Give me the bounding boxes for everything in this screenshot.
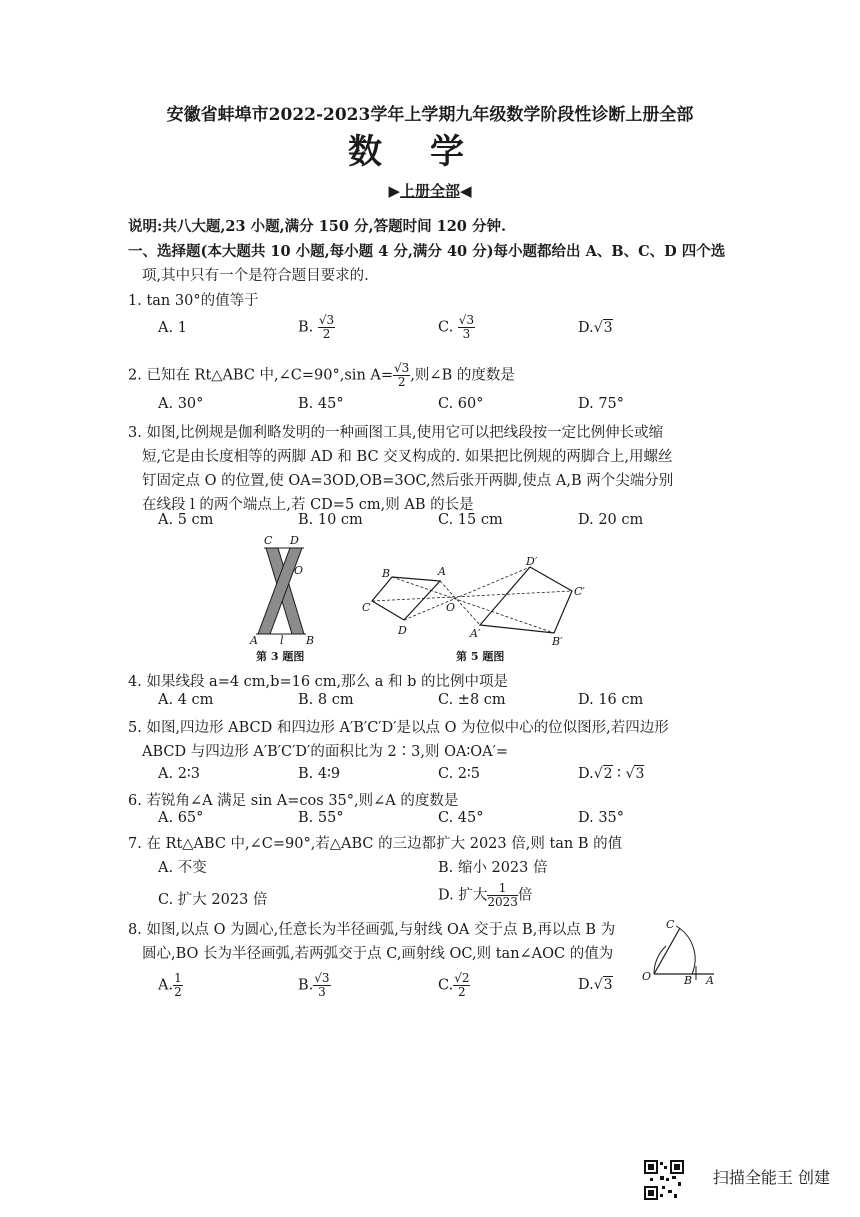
fig3-label-d: D xyxy=(290,534,299,547)
q1-b-fraction: $\frac{√3}{2}$ xyxy=(318,313,335,341)
q2-option-d: D. 75° xyxy=(578,396,625,412)
fig8-label-a: A xyxy=(706,974,714,987)
q1-option-b-label: B. xyxy=(298,319,314,336)
fig8-label-c: C xyxy=(666,918,675,931)
q4-option-a: A. 4 cm xyxy=(158,692,214,708)
scope-text: 上册全部 xyxy=(399,182,460,200)
q7-d-den: 2023 xyxy=(487,895,518,909)
q8-a-fraction xyxy=(173,972,183,999)
q8-option-c xyxy=(438,972,470,999)
section1-line1: 一、选择题(本大题共 10 小题,每小题 4 分,满分 40 分)每小题都给出 A、B、C、D 四个选 xyxy=(128,243,726,260)
q5-option-b: B. 4∶9 xyxy=(298,766,341,782)
q8-option-b-label: B. xyxy=(298,977,314,994)
q5-option-d: D.√2 ∶ √3 xyxy=(578,766,645,782)
fig5-label-a: A xyxy=(438,565,446,578)
fig5-caption: 第 5 题图 xyxy=(456,650,505,663)
q5-d-rad2: 3 xyxy=(635,766,645,782)
q3-option-c: C. 15 cm xyxy=(438,512,503,528)
q2-den: 2 xyxy=(397,375,406,389)
q5-line1: 5. 如图,四边形 ABCD 和四边形 A′B′C′D′是以点 O 为位似中心的位似图形,若四边形 xyxy=(128,720,669,736)
q8-b-num: 3 xyxy=(321,971,330,985)
qr-code-icon xyxy=(644,1160,684,1200)
fig5-label-b: B xyxy=(382,567,391,580)
figure-8-construction xyxy=(640,918,720,988)
fig5-ray-c xyxy=(372,591,572,601)
q5-option-d-label: D. xyxy=(578,766,594,782)
q8-option-c-label: C. xyxy=(438,977,454,994)
q1-option-c xyxy=(438,314,475,341)
q8-c-num: 2 xyxy=(461,971,470,985)
fig5-label-d-prime: D′ xyxy=(526,555,538,568)
q1-c-den: 3 xyxy=(462,327,471,341)
q5-option-c: C. 2∶5 xyxy=(438,766,481,782)
fig8-label-o: O xyxy=(642,970,652,983)
q3-option-b: B. 10 cm xyxy=(298,512,363,528)
q7-stem: 7. 在 Rt△ABC 中,∠C=90°,若△ABC 的三边都扩大 2023 倍,则 tan B 的值 xyxy=(128,836,623,852)
exam-header: 安徽省蚌埠市2022-2023学年上学期九年级数学阶段性诊断上册全部 xyxy=(166,105,694,125)
q3-line2: 短,它是由长度相等的两脚 AD 和 BC 交叉构成的. 如果把比例规的两脚合上,用螺丝 xyxy=(142,449,673,465)
q6-option-d: D. 35° xyxy=(578,810,625,826)
fig5-label-c-prime: C′ xyxy=(574,585,585,598)
q8-line2: 圆心,BO 长为半径画弧,若两弧交于点 C,画射线 OC,则 tan∠AOC 的值为 xyxy=(142,946,614,962)
q7-option-b: B. 缩小 2023 倍 xyxy=(438,860,548,876)
fig5-label-d: D xyxy=(398,624,407,637)
q2-option-b: B. 45° xyxy=(298,396,344,412)
q8-option-b xyxy=(298,972,331,999)
q8-a-den: 2 xyxy=(174,985,182,999)
q8-line1: 8. 如图,以点 O 为圆心,任意长为半径画弧,与射线 OA 交于点 B,再以点 B 为 xyxy=(128,922,616,938)
fig3-label-o: O xyxy=(294,564,304,577)
q1-b-num: 3 xyxy=(326,313,335,327)
q6-option-c: C. 45° xyxy=(438,810,484,826)
q8-d-rad: 3 xyxy=(603,977,613,993)
q8-option-a-label: A. xyxy=(158,977,174,994)
fig3-caption: 第 3 题图 xyxy=(256,650,305,663)
q1-option-a: A. 1 xyxy=(158,320,187,336)
fig8-label-b: B xyxy=(684,974,693,987)
fig8-arc-o xyxy=(676,926,695,974)
q8-b-fraction: $\frac{√3}{3}$ xyxy=(314,971,330,999)
q6-stem: 6. 若锐角∠A 满足 sin A=cos 35°,则∠A 的度数是 xyxy=(128,793,459,809)
q4-option-b: B. 8 cm xyxy=(298,692,354,708)
q4-stem: 4. 如果线段 a=4 cm,b=16 cm,那么 a 和 b 的比例中项是 xyxy=(128,674,508,690)
q1-c-fraction: $\frac{√3}{3}$ xyxy=(458,313,475,341)
q8-c-fraction: $\frac{√2}{2}$ xyxy=(454,971,470,999)
q2-stem xyxy=(128,362,515,389)
q1-stem: 1. tan 30°的值等于 xyxy=(128,293,259,309)
fig3-label-c: C xyxy=(264,534,273,547)
fig5-label-c: C xyxy=(362,601,371,614)
q8-b-den: 3 xyxy=(318,985,326,999)
fig5-ray-d xyxy=(404,567,530,620)
fig5-ray-b xyxy=(392,577,554,633)
scanner-watermark: 扫描全能王 创建 xyxy=(712,1168,830,1187)
q6-option-b: B. 55° xyxy=(298,810,344,826)
q8-a-num: 1 xyxy=(174,971,182,985)
q7-option-d xyxy=(438,882,532,909)
q1-b-den: 2 xyxy=(322,327,331,341)
q1-option-c-label: C. xyxy=(438,319,454,336)
q6-option-a: A. 65° xyxy=(158,810,204,826)
q1-option-d-label: D. xyxy=(578,320,594,336)
q3-option-d: D. 20 cm xyxy=(578,512,644,528)
q2-num: 3 xyxy=(401,361,410,375)
q5-option-a: A. 2∶3 xyxy=(158,766,200,782)
instructions: 说明:共八大题,23 小题,满分 150 分,答题时间 120 分钟. xyxy=(128,218,506,235)
subject-title: 数学 xyxy=(348,132,512,172)
fig5-label-o: O xyxy=(446,601,456,614)
fig3-label-a: A xyxy=(250,634,258,647)
fig3-label-b: B xyxy=(306,634,315,647)
q1-option-b xyxy=(298,314,335,341)
q7-d-num: 1 xyxy=(487,882,518,896)
q8-option-d: D.√3 xyxy=(578,977,613,993)
q4-option-c: C. ±8 cm xyxy=(438,692,506,708)
q2-stem-a: 2. 已知在 Rt△ABC 中,∠C=90°,sin A= xyxy=(128,367,394,384)
section1-line2: 项,其中只有一个是符合题目要求的. xyxy=(142,268,369,284)
q3-line3: 钉固定点 O 的位置,使 OA=3OD,OB=3OC,然后张开两脚,使点 A,B 两个尖端分别 xyxy=(142,473,674,489)
q7-option-c: C. 扩大 2023 倍 xyxy=(158,892,268,908)
scope-label: ▶上册全部◀ xyxy=(388,182,472,200)
fig8-ray-oc xyxy=(654,928,680,974)
q8-option-d-label: D. xyxy=(578,977,594,993)
q3-line1: 3. 如图,比例规是伽利略发明的一种画图工具,使用它可以把线段按一定比例伸长或缩 xyxy=(128,425,664,441)
q2-option-a: A. 30° xyxy=(158,396,204,412)
q5-d-rad1: 2 xyxy=(603,766,613,782)
q7-option-a: A. 不变 xyxy=(158,860,207,876)
fig3-label-l: l xyxy=(280,634,284,647)
q5-line2: ABCD 与四边形 A′B′C′D′的面积比为 2∶3,则 OA∶OA′= xyxy=(142,744,509,760)
figure-3-proportional-compass xyxy=(240,532,330,650)
figure-5-homothety xyxy=(360,555,600,650)
q7-d-suffix: 倍 xyxy=(517,887,533,904)
q8-option-a xyxy=(158,972,183,999)
q1-d-rad: 3 xyxy=(603,320,613,336)
q2-fraction: $\frac{√3}{2}$ xyxy=(394,361,410,389)
q7-d-fraction xyxy=(487,882,518,909)
q4-option-d: D. 16 cm xyxy=(578,692,644,708)
q1-c-num: 3 xyxy=(466,313,475,327)
q2-stem-b: ,则∠B 的度数是 xyxy=(410,367,515,384)
q8-c-den: 2 xyxy=(458,985,466,999)
q3-option-a: A. 5 cm xyxy=(158,512,214,528)
q3-line4: 在线段 l 的两个端点上,若 CD=5 cm,则 AB 的长是 xyxy=(142,497,474,513)
fig5-label-a-prime: A′ xyxy=(470,627,481,640)
fig5-label-b-prime: B′ xyxy=(552,635,563,648)
q7-option-d-label: D. 扩大 xyxy=(438,887,488,904)
q1-option-d: D.√3 xyxy=(578,320,613,336)
q2-option-c: C. 60° xyxy=(438,396,484,412)
